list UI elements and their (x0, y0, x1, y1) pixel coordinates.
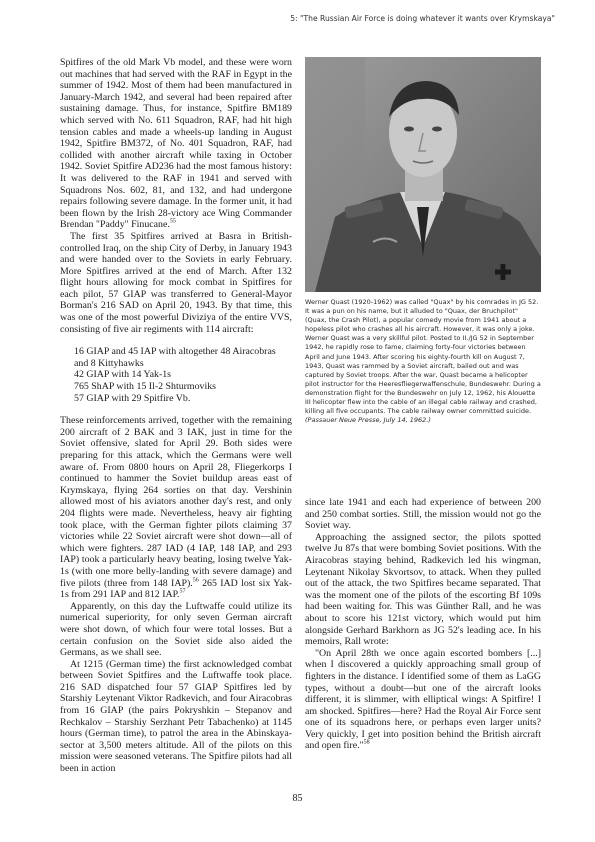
running-header: 5: "The Russian Air Force is doing whatever it wants over Krymskaya" (290, 14, 555, 23)
paragraph: since late 1941 and each had experience of between 200 and 250 combat sorties. Still, the mission would not go the Soviet way. (305, 497, 541, 532)
paragraph: These reinforcements arrived, together with the remaining 200 aircraft of 2 BAK and 3 IAK, just in time for the Soviet offensive, slated for April 29. Both sides were preparing for this attack, which the Germans were well aware of. From 0800 hours on April 28, Fliegerkorps I continued to hammer the Soviet buildup areas east of Krymskaya, flying 264 sorties on that day. Vershinin allowed most of his aviators another day's rest, and only 204 flights were made. Nevertheless, heavy air fighting took place, with the German fighter pilots claiming 37 victories while 22 Soviet aircraft were shot down—all of which were fighters. 287 IAD (4 IAP, 148 IAP, and 293 IAP) took a particularly heavy beating, losing twelve Yak-1s (with one more belly-landing with severe damage) and five pilots (three from 148 IAP).$^{56}$ 265 IAD lost six Yak-1s from 291 IAP and 812 IAP.$^{57}$ (60, 415, 292, 601)
footnote-ref: 55 (169, 219, 176, 226)
paragraph: Apparently, on this day the Luftwaffe could utilize its numerical superiority, for only seven German aircraft were shot down, of which four were total losses. But a certain confusion on the Soviet side also aided the Germans, as we shall see. (60, 600, 292, 659)
paragraph: The first 35 Spitfires arrived at Basra in British-controlled Iraq, on the ship City of Derby, in January 1943 and were handed over to the Soviets in early February. More Spitfires arrived at the end of March. After 132 flight hours allowing for mock combat in Spitfires for each pilot, 57 GIAP was transferred to General-Mayor Borman's 216 SAD on April 20, 1943. By that time, this was one of the most powerful Diviziya of the entire VVS, consisting of five air regiments with 114 aircraft: (60, 230, 292, 335)
paragraph: At 1215 (German time) the first acknowledged combat between Soviet Spitfires and the Luftwaffe took place. 216 SAD dispatched four 57 GIAP Spitfires led by Starshiy Leytenant Viktor Radkevich, and four Airacobras from 16 GIAP (the pairs Pokryshkin – Stepanov and Rechkalov – Starshiy Serzhant Petr Tabachenko) at 1145 hours (German time), to patrol the area in the Abinskaya-sector at 3,500 meters altitude. All of the pilots on this mission were seasoned veterans. The Spitfire pilots had all been in action (60, 658, 292, 775)
footnote-ref: 56 (192, 577, 199, 584)
right-text-column (305, 497, 541, 752)
left-text-column (60, 57, 292, 775)
footnote-ref: 57 (179, 588, 186, 595)
portrait-photo (305, 57, 541, 292)
paragraph: Approaching the assigned sector, the pilots spotted twelve Ju 87s that were bombing Soviet positions. With the Airacobras staying behind, Radkevich led his wingman, Leytenant Nikolay Skvortsov, to attack. When they pulled out of the attack, the two Spitfires became separated. That was the moment one of the pilots of the escorting Bf 109s had been waiting for. This was Günther Rall, and he was about to score his 121st victory, which would put him alongside Gerhard Barkhorn as JG 52's leading ace. In his memoirs, Rall wrote: (305, 531, 541, 648)
paragraph: Spitfires of the old Mark Vb model, and these were worn out machines that had served with the RAF in Egypt in the summer of 1942. Most of them had been manufactured in January-March 1942, and several had been repaired after sustaining damage. Thus, for instance, Spitfire BM189 which served with No. 611 Squadron, RAF, had hit high tension cables and made a wheels-up landing in August 1942, Spitfire BM372, of No. 401 Squadron, RAF, had collided with another aircraft while taxing in October 1942. Soviet Spitfire AD236 had the most famous history: It was delivered to the RAF in 1941 and served with Squadrons Nos. 602, 81, and 132, and had undergone repairs following severe damage. In the former unit, it had been flown by the Irish 28-victory ace Wing Commander Brendan "Paddy" Finucane.$^{55}$ (60, 57, 292, 231)
block-quote: "On April 28th we once again escorted bombers [...] when I discovered a quickly approaching small group of fighters in the distance. I identified some of them as LaGG types, without a doubt—but one of the aircraft looks different, it is slimmer, with elliptical wings: A Spitfire! I am shocked. Spitfires—here? Had the Royal Air Force sent one of its squadrons here, or perhaps even larger units? Very quickly, I get into position behind the British aircraft and open fire."$^{58}$ (305, 647, 541, 752)
unit-list (74, 346, 292, 404)
photo-caption: Werner Quast (1920-1962) was called "Quax" by his comrades in JG 52. It was a pun on his name, but it alluded to "Quax, der Bruchpilot" (Quax, the Crash Pilot), a popular comedy movie from 1941 about a hopeless pilot who crashes all his aircraft. However, it was only a joke. Werner Quast was a very skillful pilot. Posted to II./JG 52 in September 1942, he rapidly rose to fame, claiming forty-four victories between April and June 1943. After scoring his eighty-fourth kill on August 7, 1943, Quast was rammed by a Soviet aircraft, bailed out and was captured by Soviet troops. After the war, Quast became a helicopter pilot instructor for the Heeresfliegerwaffenschule, Bundeswehr. During a demonstration flight for the Bundeswehr on July 12, 1962, his Alouette III helicopter flew into the cable of an illegal cable railway and crashed, killing all five occupants. The cable railway owner committed suicide. (Passauer Neue Presse, July 14, 1962.) (305, 298, 541, 425)
footnote-ref: 58 (363, 740, 370, 747)
unit-list-item: 16 GIAP and 45 IAP with altogether 48 Airacobras (74, 346, 276, 358)
caption-source: (Passauer Neue Presse, July 14, 1962.) (305, 416, 431, 425)
page-number: 85 (292, 793, 303, 804)
unit-list-item: 57 GIAP with 29 Spitfire Vb. (74, 392, 191, 404)
unit-list-item: and 8 Kittyhawks (74, 357, 144, 369)
unit-list-item: 42 GIAP with 14 Yak-1s (74, 369, 172, 381)
unit-list-item: 765 ShAP with 15 Il-2 Shturmoviks (74, 381, 217, 393)
portrait-illustration (305, 57, 541, 292)
